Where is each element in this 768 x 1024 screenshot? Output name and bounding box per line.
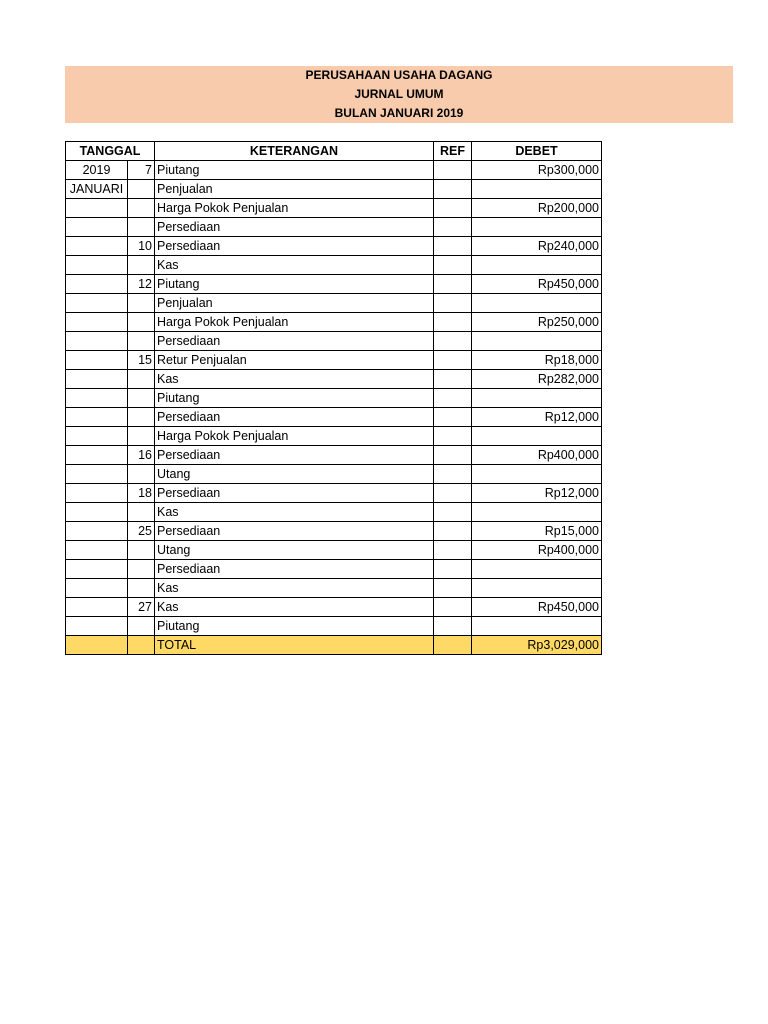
table-row [66, 332, 602, 351]
cell-ref [434, 256, 472, 275]
cell-keterangan: Harga Pokok Penjualan [155, 427, 434, 446]
cell-day: 25 [128, 522, 155, 541]
cell-day [128, 503, 155, 522]
cell-year [66, 199, 128, 218]
cell-day [128, 180, 155, 199]
cell-debet [472, 389, 602, 408]
table-row [66, 237, 602, 256]
column-header-debet: DEBET [472, 142, 602, 161]
cell-year [66, 256, 128, 275]
table-row [66, 256, 602, 275]
cell-day [128, 427, 155, 446]
cell-ref [434, 180, 472, 199]
cell-ref [434, 465, 472, 484]
cell-debet [472, 180, 602, 199]
cell-day: 7 [128, 161, 155, 180]
journal-title: JURNAL UMUM [354, 87, 444, 101]
cell-year [66, 427, 128, 446]
cell-keterangan: Persediaan [155, 237, 434, 256]
cell-ref [434, 389, 472, 408]
cell-year [66, 408, 128, 427]
cell-year [66, 218, 128, 237]
table-row [66, 598, 602, 617]
cell-day: 16 [128, 446, 155, 465]
cell-ref [434, 237, 472, 256]
cell-year [66, 484, 128, 503]
table-row [66, 313, 602, 332]
cell-day [128, 560, 155, 579]
cell-ref [434, 408, 472, 427]
cell-ref [434, 522, 472, 541]
journal-body [66, 161, 602, 636]
cell-year [66, 560, 128, 579]
cell-debet [472, 427, 602, 446]
cell-keterangan: Utang [155, 465, 434, 484]
cell-keterangan: Utang [155, 541, 434, 560]
cell-ref [434, 560, 472, 579]
cell-year: JANUARI [66, 180, 128, 199]
cell-day [128, 199, 155, 218]
total-label: TOTAL [155, 636, 434, 655]
cell-ref [434, 446, 472, 465]
column-header-tanggal: TANGGAL [66, 142, 155, 161]
cell-debet: Rp400,000 [472, 541, 602, 560]
cell-day: 12 [128, 275, 155, 294]
cell-keterangan: Persediaan [155, 560, 434, 579]
cell-keterangan: Persediaan [155, 332, 434, 351]
cell-keterangan: Persediaan [155, 408, 434, 427]
cell-ref [434, 161, 472, 180]
total-cell-year [66, 636, 128, 655]
journal-period: BULAN JANUARI 2019 [334, 106, 464, 120]
cell-day [128, 256, 155, 275]
cell-day [128, 370, 155, 389]
table-row [66, 218, 602, 237]
cell-year: 2019 [66, 161, 128, 180]
cell-keterangan: Persediaan [155, 484, 434, 503]
cell-ref [434, 617, 472, 636]
cell-day [128, 218, 155, 237]
cell-day [128, 294, 155, 313]
cell-debet: Rp450,000 [472, 275, 602, 294]
cell-debet: Rp240,000 [472, 237, 602, 256]
cell-day [128, 541, 155, 560]
cell-debet [472, 332, 602, 351]
cell-keterangan: Piutang [155, 275, 434, 294]
cell-year [66, 389, 128, 408]
cell-keterangan: Kas [155, 503, 434, 522]
cell-day [128, 313, 155, 332]
cell-debet [472, 617, 602, 636]
company-name: PERUSAHAAN USAHA DAGANG [305, 68, 493, 82]
cell-day [128, 389, 155, 408]
cell-debet: Rp15,000 [472, 522, 602, 541]
cell-keterangan: Piutang [155, 617, 434, 636]
table-header-row [66, 142, 602, 161]
table-row [66, 617, 602, 636]
cell-ref [434, 427, 472, 446]
cell-ref [434, 199, 472, 218]
cell-debet: Rp450,000 [472, 598, 602, 617]
cell-debet: Rp400,000 [472, 446, 602, 465]
cell-debet [472, 256, 602, 275]
cell-ref [434, 294, 472, 313]
cell-day [128, 579, 155, 598]
cell-debet [472, 465, 602, 484]
cell-day [128, 332, 155, 351]
cell-ref [434, 313, 472, 332]
cell-ref [434, 503, 472, 522]
cell-keterangan: Persediaan [155, 522, 434, 541]
cell-keterangan: Kas [155, 598, 434, 617]
cell-debet: Rp18,000 [472, 351, 602, 370]
cell-debet: Rp282,000 [472, 370, 602, 389]
cell-year [66, 465, 128, 484]
cell-year [66, 237, 128, 256]
cell-ref [434, 351, 472, 370]
cell-keterangan: Piutang [155, 389, 434, 408]
cell-year [66, 332, 128, 351]
cell-debet: Rp12,000 [472, 408, 602, 427]
cell-ref [434, 579, 472, 598]
cell-ref [434, 275, 472, 294]
total-value: Rp3,029,000 [472, 636, 602, 655]
cell-debet: Rp12,000 [472, 484, 602, 503]
cell-keterangan: Piutang [155, 161, 434, 180]
cell-keterangan: Retur Penjualan [155, 351, 434, 370]
table-row [66, 370, 602, 389]
cell-year [66, 617, 128, 636]
table-row [66, 180, 602, 199]
table-row [66, 503, 602, 522]
cell-keterangan: Persediaan [155, 218, 434, 237]
column-header-keterangan: KETERANGAN [155, 142, 434, 161]
table-row [66, 199, 602, 218]
cell-year [66, 522, 128, 541]
total-cell-day [128, 636, 155, 655]
cell-debet [472, 218, 602, 237]
cell-year [66, 598, 128, 617]
cell-day [128, 465, 155, 484]
cell-keterangan: Harga Pokok Penjualan [155, 313, 434, 332]
cell-keterangan: Harga Pokok Penjualan [155, 199, 434, 218]
cell-year [66, 294, 128, 313]
cell-year [66, 579, 128, 598]
table-row [66, 427, 602, 446]
cell-year [66, 351, 128, 370]
cell-year [66, 275, 128, 294]
cell-keterangan: Kas [155, 256, 434, 275]
journal-table [65, 141, 602, 655]
cell-day [128, 408, 155, 427]
cell-keterangan: Persediaan [155, 446, 434, 465]
cell-debet: Rp300,000 [472, 161, 602, 180]
cell-ref [434, 370, 472, 389]
column-header-ref: REF [434, 142, 472, 161]
cell-debet [472, 503, 602, 522]
cell-keterangan: Penjualan [155, 294, 434, 313]
total-cell-ref [434, 636, 472, 655]
table-row [66, 560, 602, 579]
table-row [66, 541, 602, 560]
table-row [66, 389, 602, 408]
total-row [66, 636, 602, 655]
cell-ref [434, 598, 472, 617]
table-row [66, 579, 602, 598]
cell-keterangan: Kas [155, 579, 434, 598]
cell-debet [472, 579, 602, 598]
cell-day: 10 [128, 237, 155, 256]
table-row [66, 484, 602, 503]
table-row [66, 275, 602, 294]
cell-debet: Rp250,000 [472, 313, 602, 332]
cell-debet [472, 294, 602, 313]
cell-keterangan: Kas [155, 370, 434, 389]
cell-day: 27 [128, 598, 155, 617]
cell-year [66, 503, 128, 522]
cell-ref [434, 484, 472, 503]
cell-ref [434, 541, 472, 560]
table-row [66, 294, 602, 313]
table-row [66, 522, 602, 541]
cell-year [66, 313, 128, 332]
cell-day: 18 [128, 484, 155, 503]
table-row [66, 446, 602, 465]
journal-header [65, 66, 733, 123]
cell-debet: Rp200,000 [472, 199, 602, 218]
table-row [66, 408, 602, 427]
cell-ref [434, 218, 472, 237]
table-row [66, 465, 602, 484]
cell-year [66, 541, 128, 560]
cell-year [66, 446, 128, 465]
cell-day [128, 617, 155, 636]
table-row [66, 161, 602, 180]
cell-year [66, 370, 128, 389]
cell-ref [434, 332, 472, 351]
cell-debet [472, 560, 602, 579]
cell-day: 15 [128, 351, 155, 370]
table-row [66, 351, 602, 370]
cell-keterangan: Penjualan [155, 180, 434, 199]
